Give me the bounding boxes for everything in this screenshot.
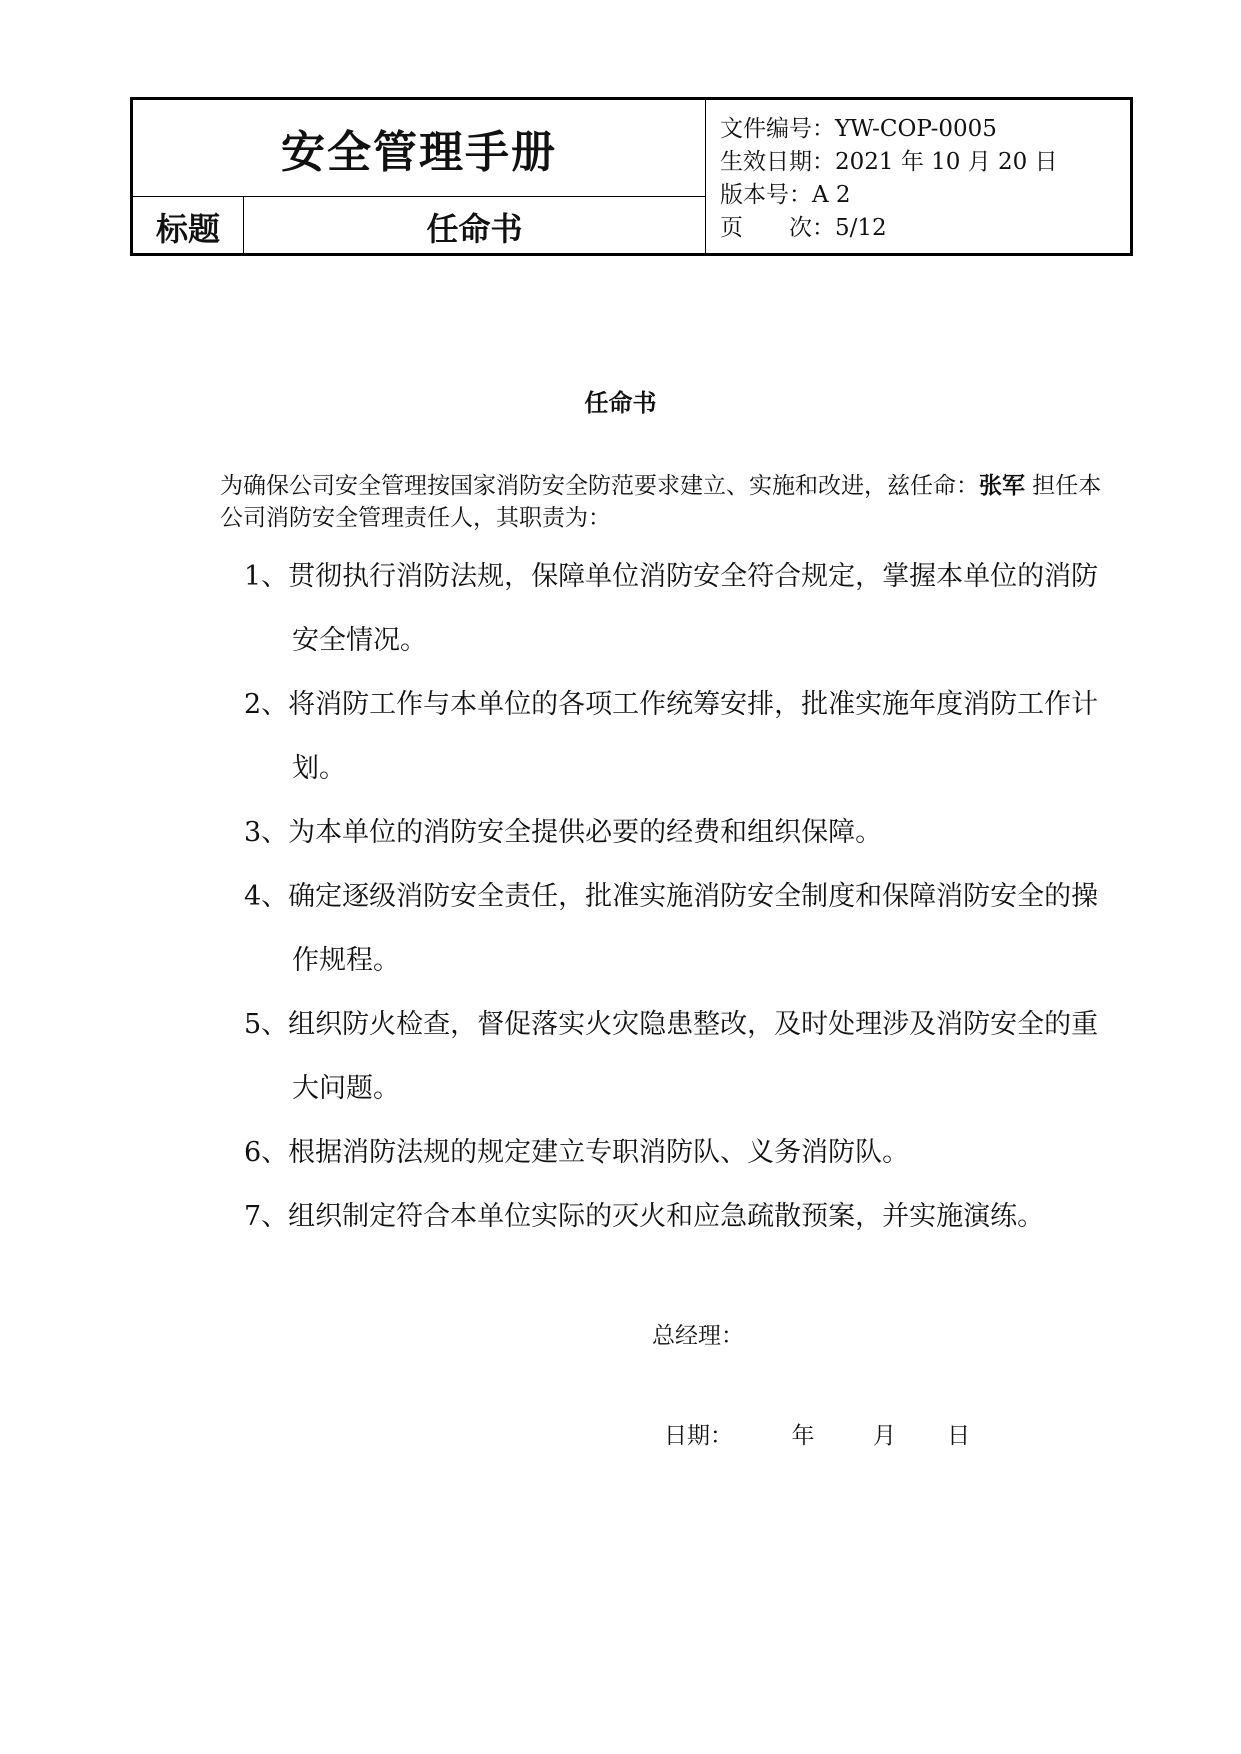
duty-item: 7、组织制定符合本单位实际的灭火和应急疏散预案，并实施演练。 bbox=[244, 1201, 1045, 1232]
intro-prefix: 为确保公司安全管理按国家消防安全防范要求建立、实施和改进，兹任命： bbox=[220, 473, 979, 499]
general-manager-signature: 总经理： bbox=[652, 1323, 744, 1349]
duty-item: 1、贯彻执行消防法规，保障单位消防安全符合规定，掌握本单位的消防安全情况。 bbox=[244, 561, 1099, 656]
title-label: 标题 bbox=[133, 197, 244, 256]
signature-date: 日期： 年 月 日 bbox=[664, 1423, 971, 1449]
file-number: 文件编号：YW-COP-0005 bbox=[720, 116, 997, 142]
document-info bbox=[706, 100, 1130, 253]
duty-item: 3、为本单位的消防安全提供必要的经费和组织保障。 bbox=[244, 817, 883, 848]
intro-paragraph bbox=[220, 470, 1120, 534]
duty-item: 4、确定逐级消防安全责任，批准实施消防安全制度和保障消防安全的操作规程。 bbox=[244, 881, 1099, 976]
version-number: 版本号：A 2 bbox=[720, 182, 851, 208]
document-header bbox=[130, 97, 1133, 256]
manual-title: 安全管理手册 bbox=[133, 100, 706, 197]
document-title: 任命书 bbox=[584, 389, 657, 417]
duty-item: 2、将消防工作与本单位的各项工作统筹安排，批准实施年度消防工作计划。 bbox=[244, 689, 1099, 784]
appointee-name: 张军 bbox=[979, 473, 1025, 499]
duties-list bbox=[244, 545, 1124, 1249]
duty-item: 6、根据消防法规的规定建立专职消防队、义务消防队。 bbox=[244, 1137, 910, 1168]
page-number: 页 次：5/12 bbox=[720, 215, 887, 241]
duty-item: 5、组织防火检查，督促落实火灾隐患整改，及时处理涉及消防安全的重大问题。 bbox=[244, 1009, 1099, 1104]
effective-date: 生效日期：2021 年 10 月 20 日 bbox=[720, 149, 1058, 175]
subject-title: 任命书 bbox=[244, 197, 706, 256]
intro-suffix: 担任本公司消防安全管理责任人，其职责为： bbox=[220, 473, 1102, 531]
